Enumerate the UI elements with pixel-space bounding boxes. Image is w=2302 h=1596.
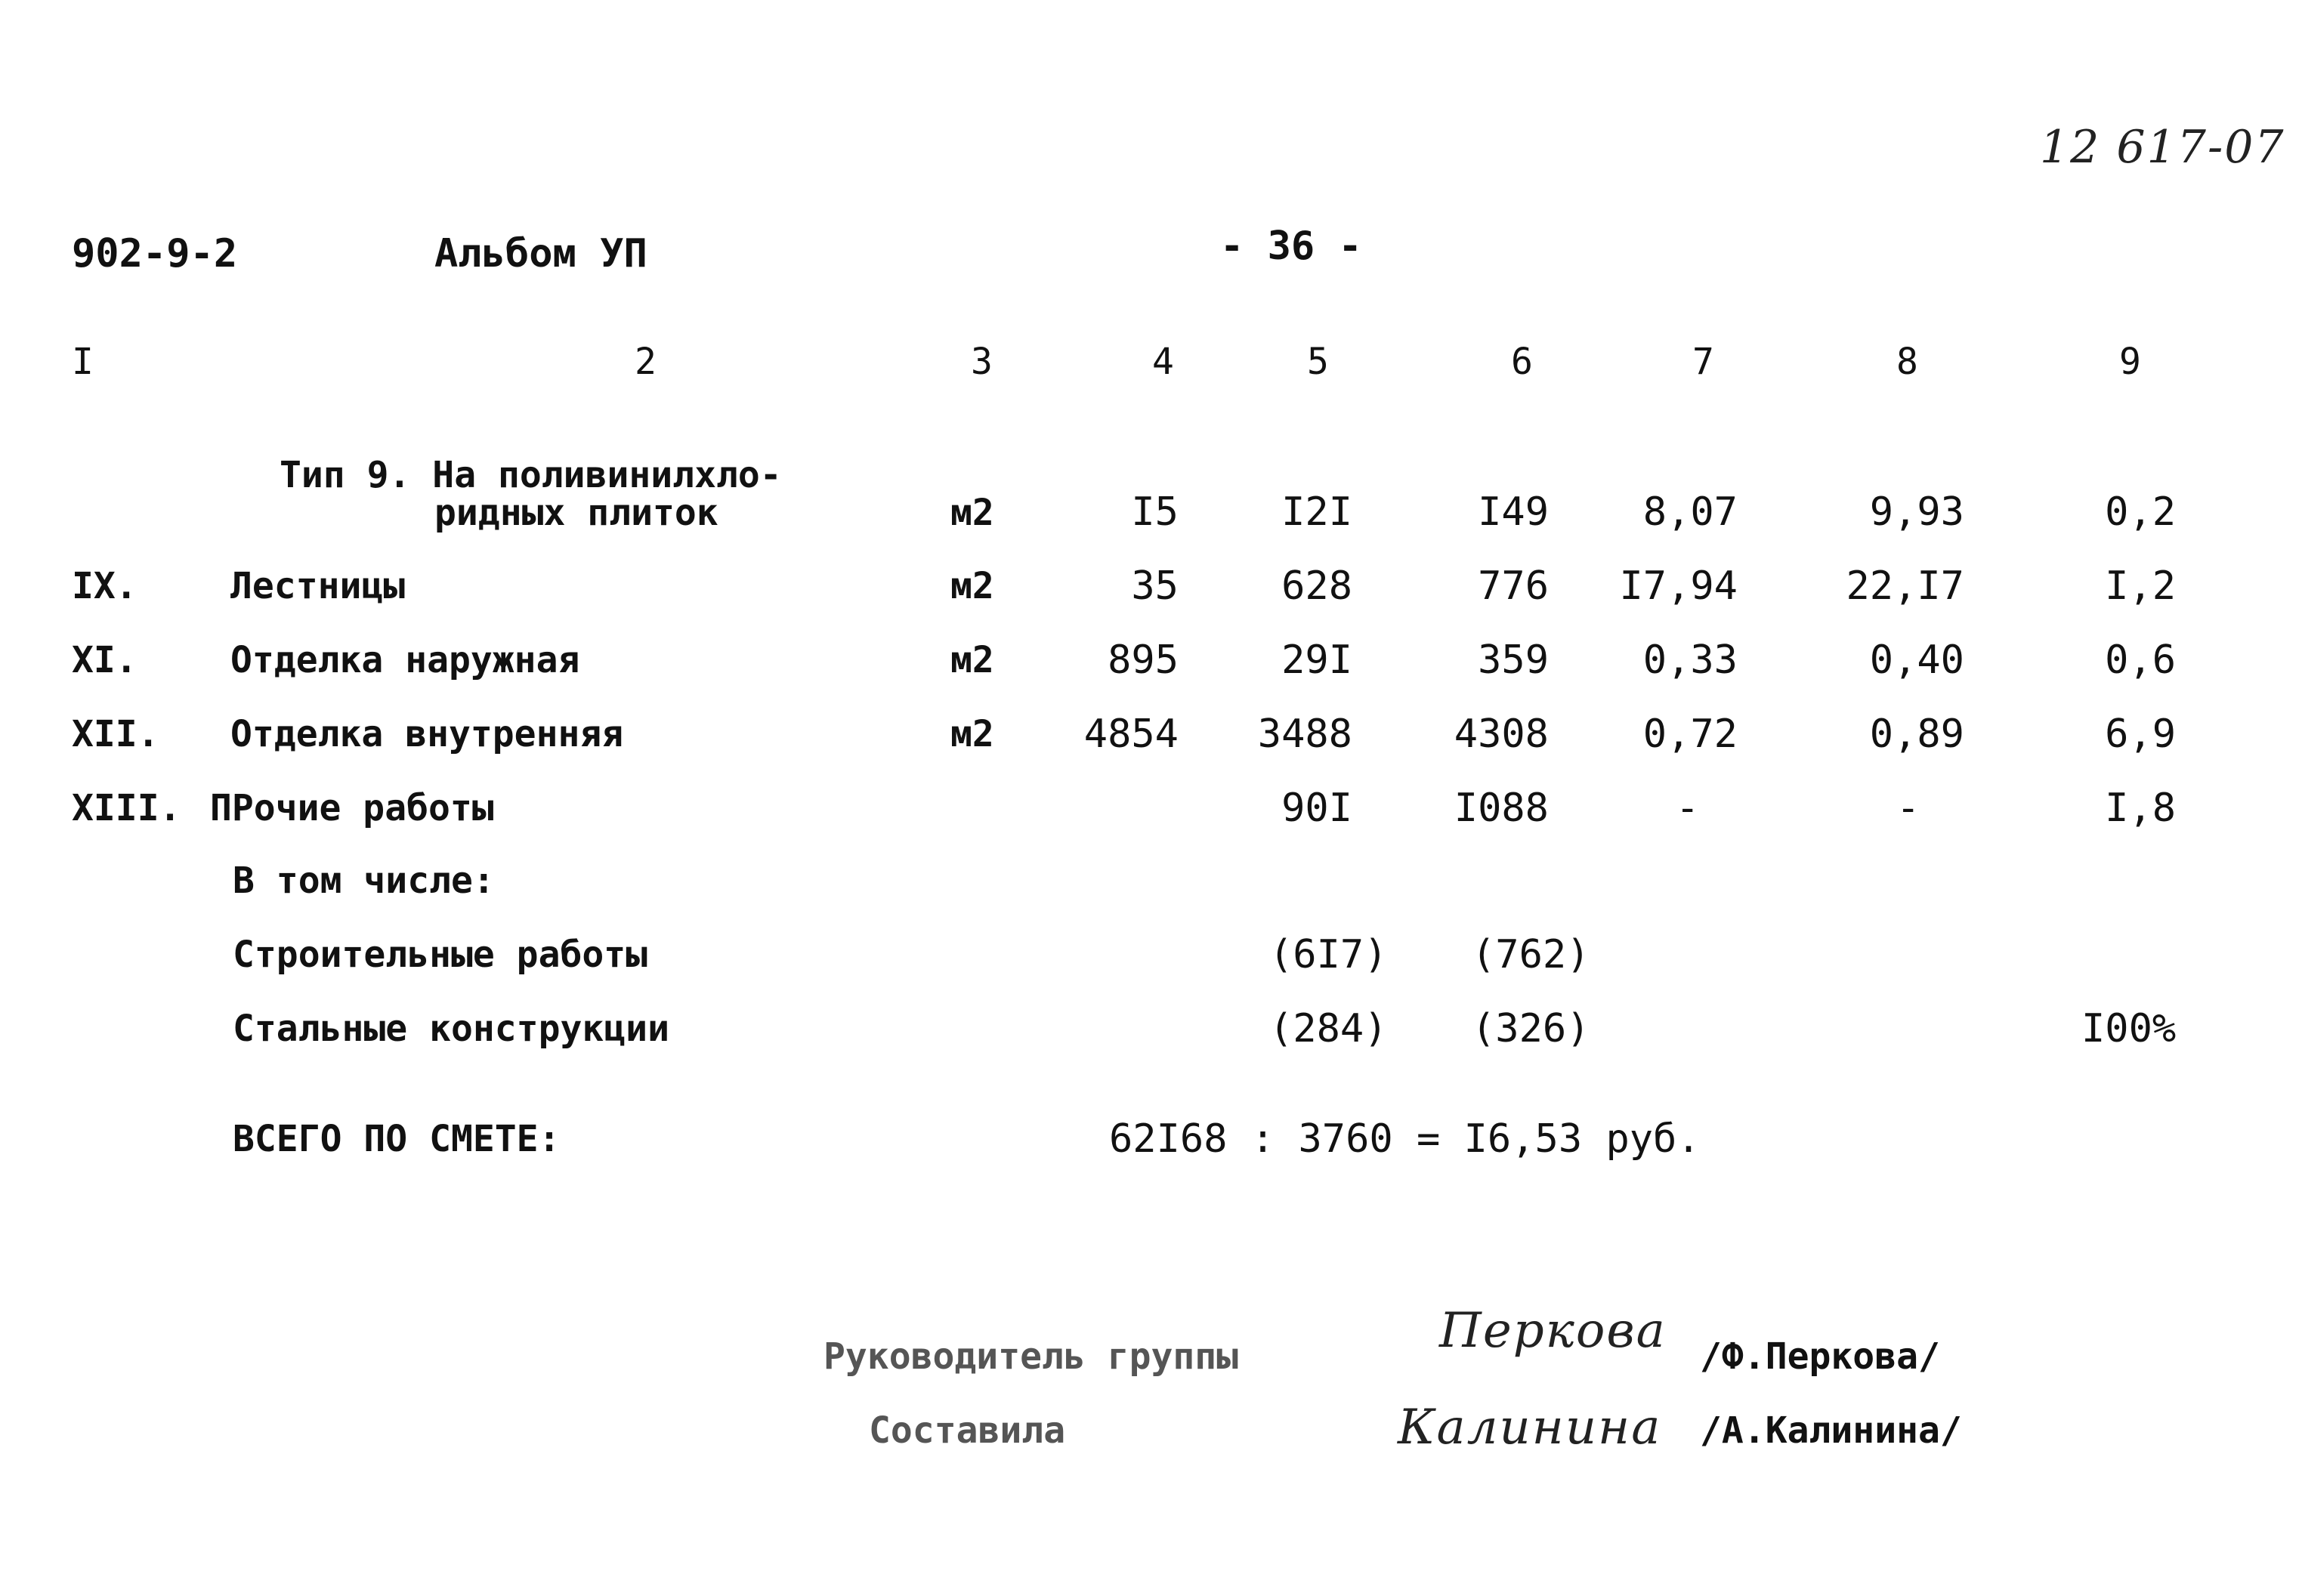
row-number: XI. [72,639,138,681]
including-item-cell-6: (326) [1472,1006,1590,1051]
row-cell-6: 359 [1478,637,1549,683]
row-unit: м2 [950,639,994,681]
total-label: ВСЕГО ПО СМЕТЕ: [233,1118,561,1160]
col-number-8: 8 [1896,341,1918,383]
row-cell-4: 4854 [1083,712,1179,757]
including-item-cell-5: (6I7) [1269,932,1388,977]
col-number-6: 6 [1511,341,1533,383]
including-item-cell-6: (762) [1472,932,1590,977]
row-name-line2: ридных плиток [434,492,718,534]
row-cell-7: 8,07 [1642,489,1738,535]
row-cell-4: 35 [1131,563,1179,609]
row-cell-6: I088 [1454,786,1549,831]
col-number-9: 9 [2119,341,2141,383]
row-unit: м2 [950,713,994,755]
col-number-4: 4 [1152,341,1174,383]
document-number: 902-9-2 [72,231,238,276]
row-unit: м2 [950,492,994,534]
row-cell-5: 628 [1281,563,1352,609]
row-cell-5: 90I [1281,786,1352,831]
row-cell-5: 29I [1281,637,1352,683]
col-number-2: 2 [635,341,657,383]
signature-role: Руководитель группы [823,1335,1239,1378]
signatory-name: /Ф.Перкова/ [1700,1335,1940,1378]
row-cell-8: 0,40 [1869,637,1964,683]
row-cell-8: 22,I7 [1846,563,1964,609]
row-cell-7: - [1676,786,1700,831]
row-unit: м2 [950,565,994,607]
row-name: ПРочие работы [210,787,494,829]
row-cell-9: 0,2 [2105,489,2176,535]
row-name: Отделка внутренняя [230,713,624,755]
row-cell-8: 9,93 [1869,489,1964,535]
col-number-5: 5 [1307,341,1329,383]
row-cell-4: I5 [1131,489,1179,535]
row-cell-7: 0,72 [1642,712,1738,757]
row-cell-8: - [1896,786,1920,831]
row-cell-7: 0,33 [1642,637,1738,683]
including-label: В том числе: [233,860,495,902]
row-cell-9: 6,9 [2105,712,2176,757]
row-cell-9: I,8 [2105,786,2176,831]
row-cell-7: I7,94 [1619,563,1738,609]
col-number-3: 3 [971,341,993,383]
total-expression: 62I68 : 3760 = I6,53 руб. [1109,1116,1701,1162]
signature-role: Составила [869,1409,1066,1452]
row-name: Лестницы [230,565,406,607]
row-cell-8: 0,89 [1869,712,1964,757]
row-cell-5: I2I [1281,489,1352,535]
including-item-cell-9: I00% [2081,1006,2177,1051]
including-item-name: Строительные работы [233,934,648,976]
row-cell-6: 776 [1478,563,1549,609]
row-cell-6: I49 [1478,489,1549,535]
signatory-name: /А.Калинина/ [1700,1409,1962,1452]
row-cell-9: 0,6 [2105,637,2176,683]
row-name: Отделка наружная [230,639,580,681]
handwritten-reference: 12 617-07 [2040,121,2285,174]
row-number: XII. [72,713,159,755]
row-name-line1: Тип 9. На поливинилхло- [280,454,782,496]
signature-handwritten: Перкова [1439,1303,1667,1359]
row-cell-6: 4308 [1454,712,1549,757]
row-number: IX. [72,565,138,607]
page-number: - 36 - [1220,224,1362,269]
col-number-1: I [72,341,94,383]
including-item-name: Стальные конструкции [233,1008,669,1050]
row-cell-4: 895 [1108,637,1179,683]
album-title: Альбом УП [434,231,647,276]
row-cell-5: 3488 [1257,712,1352,757]
col-number-7: 7 [1692,341,1714,383]
including-item-cell-5: (284) [1269,1006,1388,1051]
signature-handwritten: Калинина [1398,1400,1662,1456]
row-cell-9: I,2 [2105,563,2176,609]
row-number: XIII. [72,787,181,829]
